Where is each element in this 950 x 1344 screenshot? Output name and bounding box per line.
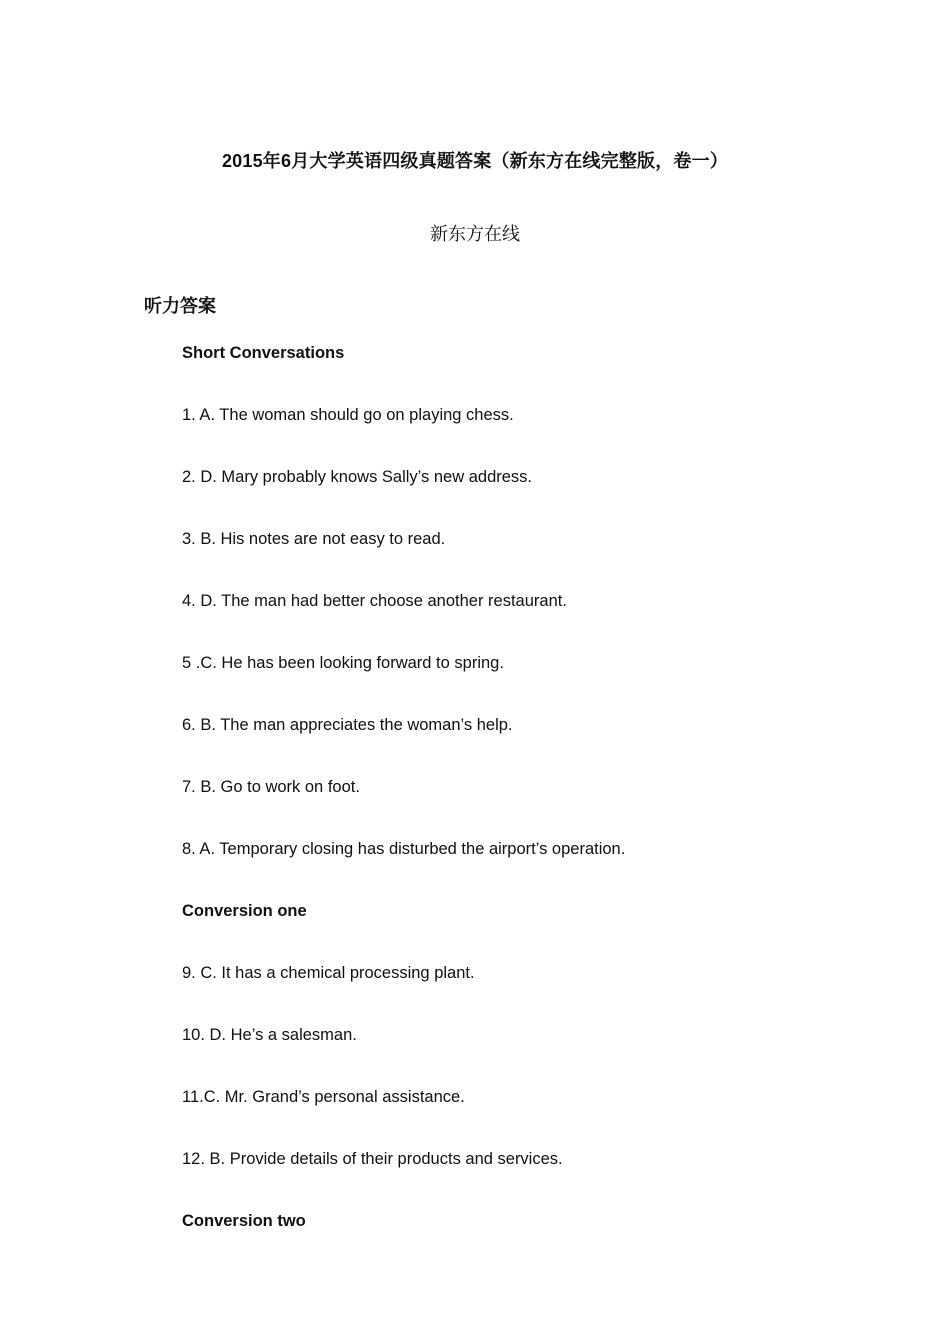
answer-item-1: 1. A. The woman should go on playing chess. bbox=[182, 406, 514, 424]
answer-item-8: 8. A. Temporary closing has disturbed the airport’s operation. bbox=[182, 840, 626, 858]
answer-item-9: 9. C. It has a chemical processing plant. bbox=[182, 964, 475, 982]
subsection-conversion-two: Conversion two bbox=[182, 1212, 306, 1230]
section-heading-listening: 听力答案 bbox=[144, 296, 216, 316]
answer-item-11: 11.C. Mr. Grand’s personal assistance. bbox=[182, 1088, 465, 1106]
subsection-conversion-one: Conversion one bbox=[182, 902, 307, 920]
answer-item-12: 12. B. Provide details of their products and services. bbox=[182, 1150, 563, 1168]
answer-item-7: 7. B. Go to work on foot. bbox=[182, 778, 360, 796]
answer-item-2: 2. D. Mary probably knows Sally’s new address. bbox=[182, 468, 533, 486]
document-title: 2015年6月大学英语四级真题答案（新东方在线完整版，卷一） bbox=[221, 151, 729, 171]
answer-item-5: 5 .C. He has been looking forward to spring. bbox=[182, 654, 504, 672]
answer-item-3: 3. B. His notes are not easy to read. bbox=[182, 530, 446, 548]
answer-item-4: 4. D. The man had better choose another restaurant. bbox=[182, 592, 567, 610]
document-author: 新东方在线 bbox=[430, 224, 520, 244]
answer-item-10: 10. D. He’s a salesman. bbox=[182, 1026, 357, 1044]
answer-list bbox=[182, 343, 882, 1273]
answer-item-6: 6. B. The man appreciates the woman’s help. bbox=[182, 716, 513, 734]
subsection-short-conversations: Short Conversations bbox=[182, 344, 345, 362]
